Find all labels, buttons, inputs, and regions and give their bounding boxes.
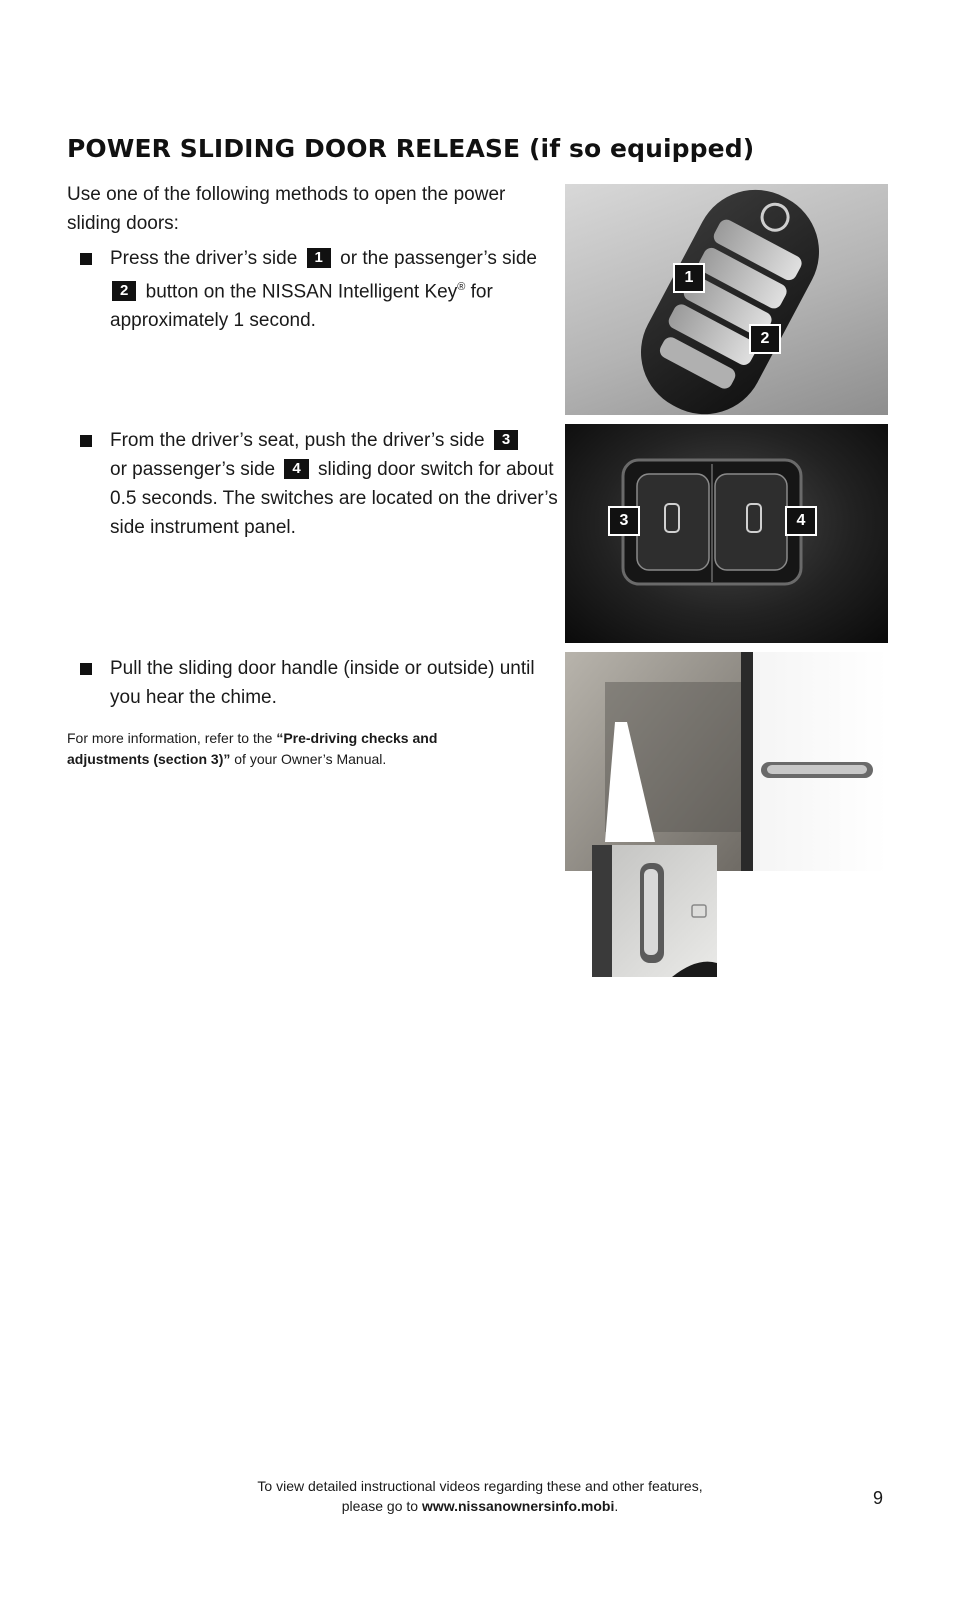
sliding-door-illustration — [565, 652, 888, 871]
callout-badge-1: 1 — [307, 248, 331, 268]
bullet-text: Press the driver’s side — [110, 248, 298, 269]
list-item-handle — [80, 654, 560, 712]
callout-badge-4: 4 — [284, 459, 308, 479]
bullet-text: button on the NISSAN Intelligent Key — [145, 281, 458, 303]
door-switch-photo — [565, 424, 888, 643]
footer-prefix: please go to — [341, 1498, 419, 1514]
page-title: POWER SLIDING DOOR RELEASE (if so equipped) — [67, 134, 755, 163]
bullet-text: or the passenger’s side — [340, 248, 537, 269]
registered-mark: ® — [457, 281, 466, 293]
sliding-door-photo — [565, 652, 888, 871]
key-fob-illustration — [565, 184, 888, 415]
door-handle-inset-illustration — [592, 845, 717, 977]
switch-callout-3: 3 — [608, 506, 640, 536]
intro-text: Use one of the following methods to open the power sliding doors: — [67, 184, 506, 234]
key-fob-photo — [565, 184, 888, 415]
bullet-text: From the driver’s seat, push the driver’s side — [110, 430, 485, 451]
reference-prefix: For more information, refer to the — [67, 730, 273, 746]
bullet-text: or passenger’s side — [110, 459, 276, 480]
bullet-text: sliding door switch for about 0.5 seconds. The switches are located on the driver’s side instrument panel. — [110, 459, 558, 538]
door-handle-inset-photo — [592, 845, 717, 977]
page-number: 9 — [873, 1488, 884, 1508]
bullet-text: Pull the sliding door handle (inside or outside) until you hear the chime. — [110, 658, 535, 708]
callout-badge-3: 3 — [494, 430, 518, 450]
reference-suffix: of your Owner’s Manual. — [234, 751, 387, 767]
switch-callout-4: 4 — [785, 506, 817, 536]
footer-line-2 — [160, 1496, 800, 1516]
bullet-square-icon — [80, 253, 92, 265]
footer-url-link[interactable]: www.nissanownersinfo.mobi — [421, 1498, 615, 1514]
reference-note — [67, 728, 487, 770]
footer-suffix: . — [614, 1498, 619, 1514]
footer-note — [160, 1476, 800, 1516]
bullet-square-icon — [80, 663, 92, 675]
key-fob-callout-2: 2 — [749, 324, 781, 354]
list-item-switches — [80, 426, 560, 542]
bullet-square-icon — [80, 435, 92, 447]
footer-line-1: To view detailed instructional videos regarding these and other features, — [257, 1478, 703, 1494]
reference-section: “Pre-driving checks and adjustments (section 3)” — [67, 730, 438, 767]
bullet-text: for approximately 1 second. — [110, 281, 493, 332]
key-fob-callout-1: 1 — [673, 263, 705, 293]
callout-badge-2: 2 — [112, 281, 136, 301]
list-item-key-fob — [80, 244, 560, 335]
